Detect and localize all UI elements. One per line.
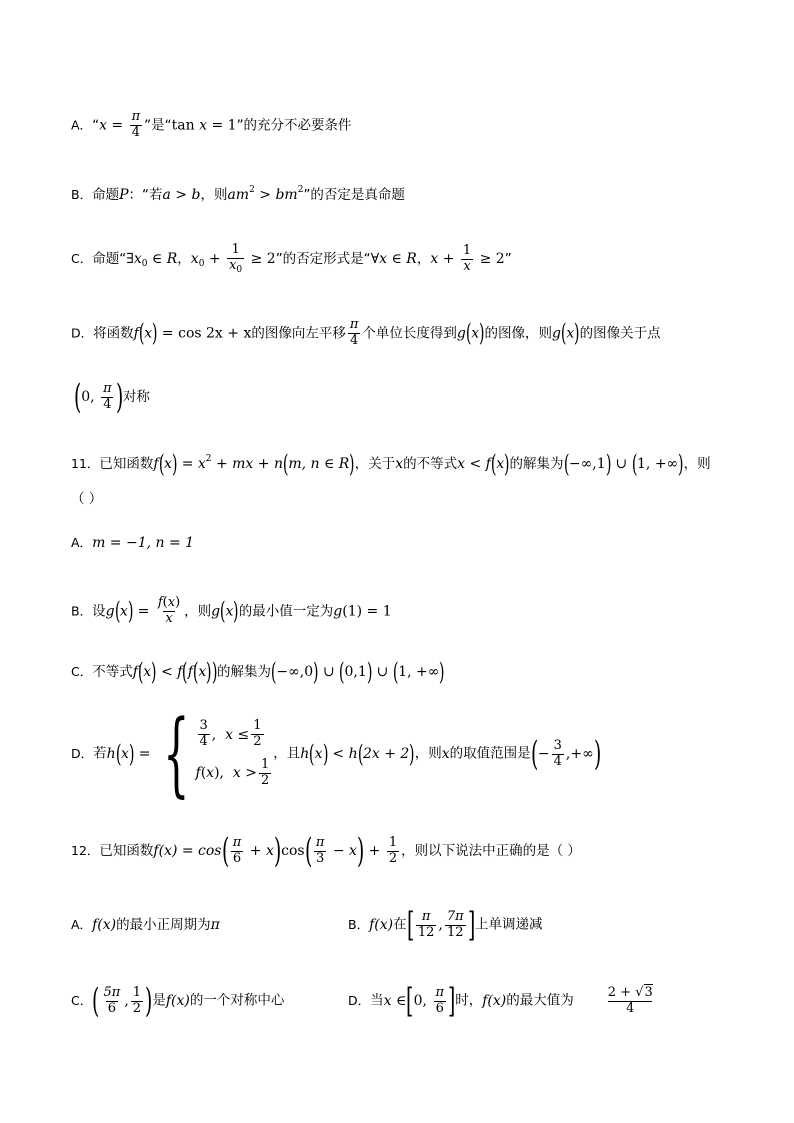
question-number: 12．: [71, 843, 100, 858]
option-label: A．: [71, 917, 93, 932]
option-label: B．: [71, 603, 93, 619]
question-11-blank: （ ）: [71, 491, 103, 507]
option-11-c: C．不等式f(x) < f(f(x))的解集为(−∞,0) ∪ (0,1) ∪ (1, +∞): [71, 658, 445, 686]
fraction: $\frac{\pi}{4}$: [131, 109, 141, 140]
option-label: A．: [71, 117, 93, 133]
option-12-c: C．( $\frac{5\pi}{6}$ , $\frac{1}{2}$ )是f(x)的一个对称中心: [71, 981, 285, 1021]
piecewise-cases: $\frac{3}{4}$ , x ≤ $\frac{1}{2}$ f ( x ), x > $\frac{1}{2}$: [195, 718, 270, 788]
question-11: 11．已知函数$f(x) = x^2$ + mx + n(m, n ∈ R)，关于x的不等式x < f(x)的解集为(−∞,1) ∪ (1, +∞)，则: [71, 450, 711, 478]
option-12-b: B．f(x)在[ $\frac{\pi}{12}$ , $\frac{7\pi}{12}$ ]上单调递减: [348, 905, 543, 945]
option-label: C．: [71, 664, 93, 679]
question-number: 11．: [71, 456, 100, 471]
option-10-b: B．命题P：“若a > b，则$am^2 > bm^2$”的否定是真命题: [71, 185, 405, 203]
fraction: $\frac{1}{x_0}$: [229, 242, 243, 275]
fraction: $\frac{f(x)}{x}$: [157, 595, 181, 626]
option-label: C．: [71, 992, 93, 1008]
fraction: $\frac{\pi}{4}$: [349, 317, 359, 348]
option-10-d-cont: (0, $\frac{\pi}{4}$ )对称: [73, 377, 150, 417]
option-12-d: D．当x ∈[0, $\frac{\pi}{6}$ ]时，f(x)的最大值为 $\frac{2 + √3}{4}$: [348, 981, 653, 1021]
option-label: D．: [348, 992, 371, 1008]
option-11-b: B．设g(x) = $\frac{f(x)}{x}$ ，则g(x)的最小值一定为g(1) = 1: [71, 595, 392, 626]
option-10-c: C．命题“$\exists x_0$ ∈ R，$x_0$ + $\frac{1}{x_0}$ ≥ 2”的否定形式是“∀x ∈ R，x + $\frac{1}{x}$ ≥ 2”: [71, 242, 512, 275]
option-label: C．: [71, 251, 93, 267]
option-12-a: A．f(x)的最小正周期为π: [71, 917, 220, 933]
option-label: D．: [71, 745, 94, 761]
fraction: $\frac{\pi}{4}$: [103, 380, 112, 412]
option-10-d: D．将函数f(x) = cos 2x + x的图像向左平移 $\frac{\pi}{4}$ 个单位长度得到g(x)的图像，则g(x)的图像关于点: [71, 317, 661, 348]
option-10-a: A．“x = $\frac{\pi}{4}$ ”是“tan x = 1”的充分不必要条件: [71, 109, 352, 140]
fraction: $\frac{1}{x}$: [462, 242, 472, 274]
fraction: $\frac{2 + √3}{4}$: [607, 984, 653, 1016]
question-12: 12．已知函数f(x) = cos( $\frac{\pi}{6}$ + x)cos( $\frac{\pi}{3}$ − x) + $\frac{1}{2}$ ，则以下说法中正确的是（ ）: [71, 831, 581, 871]
option-label: A．: [71, 535, 93, 550]
option-label: B．: [348, 916, 370, 932]
option-label: B．: [71, 187, 93, 202]
option-11-d: D．若h(x) = { $\frac{3}{4}$ , x ≤ $\frac{1}{2}$ f ( x ), x > $\frac{1}{2}$ ，且h(x) < h(2x + 2)，则x的取值范围是(− $\frac{3}{4}$ ,+∞): [71, 700, 602, 807]
option-11-a: A．m = −1, n = 1: [71, 535, 195, 551]
option-label: D．: [71, 325, 94, 341]
